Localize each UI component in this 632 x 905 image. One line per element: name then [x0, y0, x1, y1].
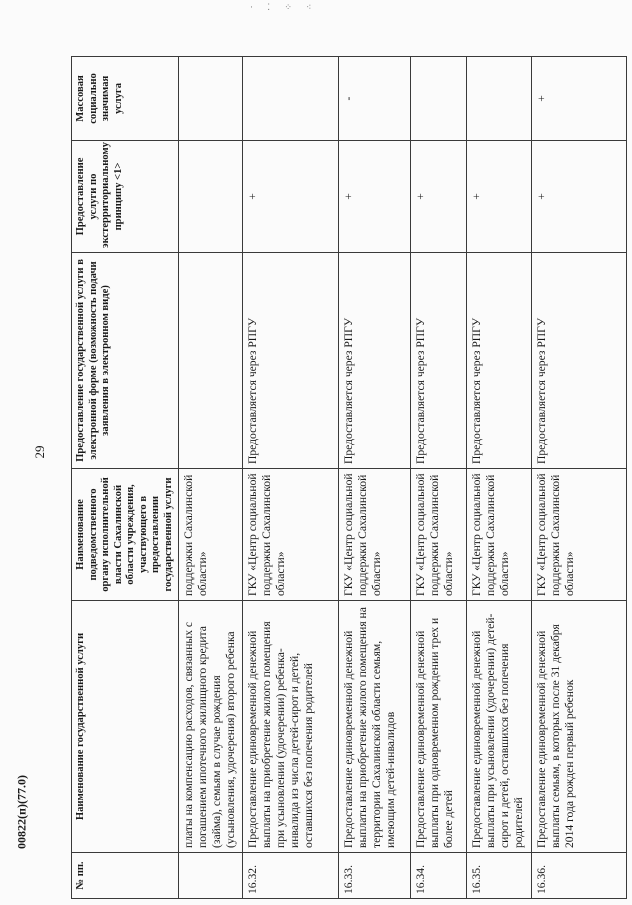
cell-name: Предоставление единовременной денежной выплаты семьям, в которых после 31 декабря 2014 года рожден первый ребенок: [531, 601, 626, 853]
cell-num: 16.32.: [242, 853, 338, 899]
cell-mass: [410, 57, 466, 141]
cell-agency: ГКУ «Центр социальной поддержки Сахалинской области»: [410, 469, 466, 601]
col-header-electronic: Предоставление государственной услуги в электронной форме (возможность подачи заявления в электронном виде): [72, 253, 179, 469]
cell-name: Предоставление единовременной денежной выплаты при усыновлении (удочерении) детей-сирот и детей, оставшихся без попечения родителей: [466, 601, 531, 853]
cell-electronic: Предоставляется через РПГУ: [466, 253, 531, 469]
col-header-agency: Наименование подведомственного органу исполнительной власти Сахалинской области учреждения, участвующего в предоставлении государственной услуги: [72, 469, 179, 601]
cell-mass: -: [338, 57, 410, 141]
cell-num: 16.34.: [410, 853, 466, 899]
services-table: [71, 56, 627, 899]
cell-extraterritorial: +: [338, 141, 410, 253]
header-row: [72, 57, 179, 899]
cell-name: Предоставление единовременной денежной выплаты на приобретение жилого помещения на территории Сахалинской области семьям, имеющим детей-инвалидов: [338, 601, 410, 853]
cell-mass: +: [531, 57, 626, 141]
col-header-mass: Массовая социально значимая услуга: [72, 57, 179, 141]
page-number: 29: [32, 445, 47, 459]
table-row: [242, 57, 338, 899]
cell-extraterritorial: +: [410, 141, 466, 253]
cell-mass: [179, 57, 243, 141]
cell-name: Предоставление единовременной денежной выплаты при одновременном рождении трех и более детей: [410, 601, 466, 853]
cell-name: платы на компенсацию расходов, связанных с погашением ипотечного жилищного кредита (займа), семьям в случае рождения (усыновления, удочерения) второго ребенка: [179, 601, 243, 853]
cell-electronic: Предоставляется через РПГУ: [531, 253, 626, 469]
col-header-extraterritorial: Предоставление услуги по экстерриториальному принципу <1>: [72, 141, 179, 253]
table-row: [179, 57, 243, 899]
cell-num: 16.33.: [338, 853, 410, 899]
cell-mass: [466, 57, 531, 141]
rotated-page: [71, 57, 627, 899]
table-row: [531, 57, 626, 899]
cell-num: 16.36.: [531, 853, 626, 899]
col-header-name: Наименование государственной услуги: [72, 601, 179, 853]
cell-electronic: Предоставляется через РПГУ: [338, 253, 410, 469]
col-header-num: № пп.: [72, 853, 179, 899]
cell-agency: ГКУ «Центр социальной поддержки Сахалинской области»: [466, 469, 531, 601]
cell-mass: [242, 57, 338, 141]
document-code: 00822(п)(77.0): [14, 775, 29, 849]
cell-electronic: Предоставляется через РПГУ: [242, 253, 338, 469]
cell-agency: ГКУ «Центр социальной поддержки Сахалинской области»: [338, 469, 410, 601]
table-row: [466, 57, 531, 899]
cell-name: Предоставление единовременной денежной выплаты на приобретение жилого помещения при усыновлении (удочерении) ребенка-инвалида из числа детей-сирот и детей, оставшихся без попечения родителей: [242, 601, 338, 853]
cell-extraterritorial: [179, 141, 243, 253]
cell-num: 16.35.: [466, 853, 531, 899]
cell-extraterritorial: +: [466, 141, 531, 253]
cell-agency: ГКУ «Центр социальной поддержки Сахалинской области»: [531, 469, 626, 601]
cell-num: [179, 853, 243, 899]
cell-agency: поддержки Сахалинской области»: [179, 469, 243, 601]
table-row: [410, 57, 466, 899]
cell-electronic: Предоставляется через РПГУ: [410, 253, 466, 469]
cell-extraterritorial: +: [531, 141, 626, 253]
cell-electronic: [179, 253, 243, 469]
cell-extraterritorial: +: [242, 141, 338, 253]
table-row: [338, 57, 410, 899]
cell-agency: ГКУ «Центр социальной поддержки Сахалинской области»: [242, 469, 338, 601]
scan-specks: · ⁚ ⁘ ⁖: [250, 2, 318, 12]
